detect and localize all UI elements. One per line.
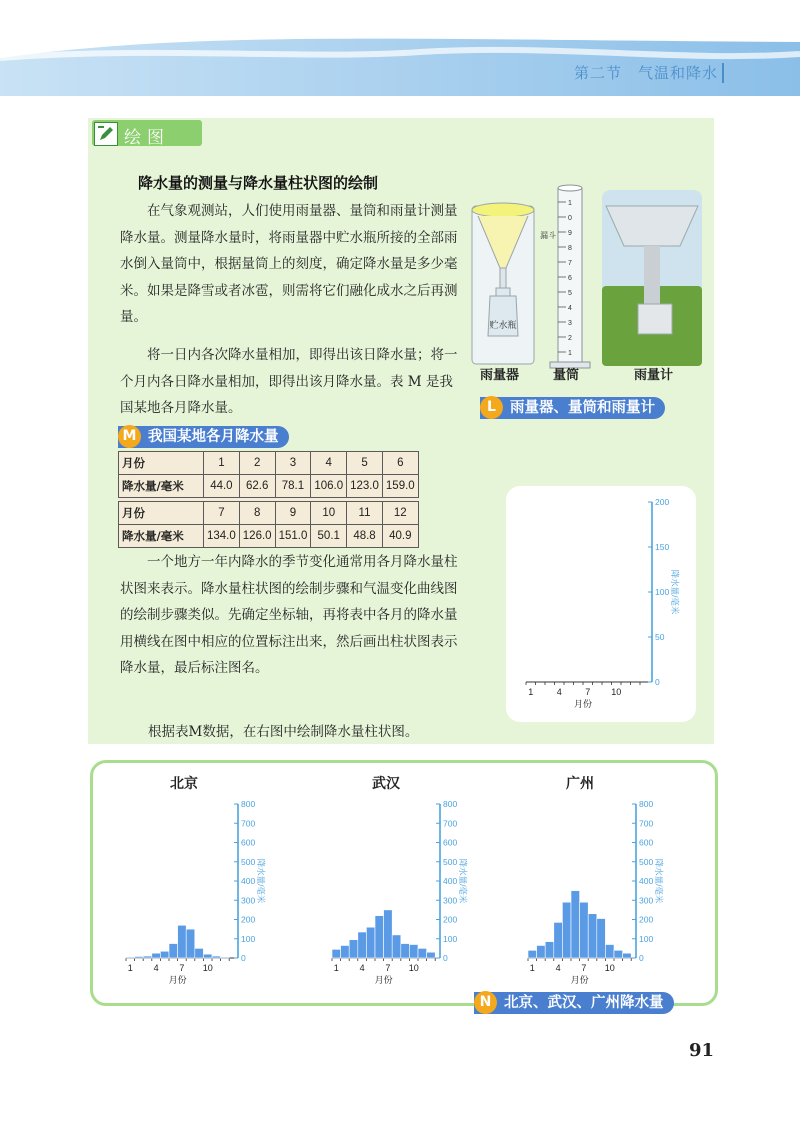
table-cell: 40.9 (382, 525, 418, 548)
chart-title-guangzhou: 广州 (566, 776, 594, 792)
bar-month-5 (366, 927, 375, 958)
x-tick-label: 1 (333, 963, 339, 973)
y-tick-label: 100 (443, 933, 458, 944)
header-band (0, 0, 800, 100)
month-header: 月份 (119, 502, 204, 525)
bar-month-3 (143, 956, 152, 958)
cylinder-tick-label: 7 (568, 260, 572, 267)
cylinder-tick-label: 8 (568, 245, 572, 252)
table-cell: 1 (204, 452, 240, 475)
x-tick-label: 10 (202, 963, 213, 973)
table-row (119, 502, 419, 525)
bar-month-6 (375, 916, 384, 958)
y-tick-label: 700 (639, 818, 654, 829)
paragraph-4: 根据表M数据，在右图中绘制降水量柱状图。 (148, 724, 419, 740)
y-tick-label: 300 (639, 895, 654, 906)
bar-month-5 (562, 902, 571, 958)
bar-month-4 (358, 932, 367, 958)
table-cell: 7 (204, 502, 240, 525)
y-tick-label: 500 (443, 856, 458, 867)
y-tick-label: 800 (443, 799, 458, 809)
y-axis-label: 降水量/毫米 (670, 569, 680, 615)
x-tick-label: 1 (528, 687, 534, 697)
y-tick-label: 300 (443, 895, 458, 906)
bar-month-9 (195, 948, 204, 958)
table-row (119, 475, 419, 498)
instruments-illustration (468, 176, 704, 372)
table-M-caption: 我国某地各月降水量 (148, 429, 279, 445)
y-tick-label: 700 (241, 818, 256, 829)
y-tick-label: 200 (655, 497, 670, 507)
bar-month-7 (178, 925, 187, 958)
table-cell: 10 (311, 502, 347, 525)
bottle-label: 贮水瓶 (489, 320, 517, 330)
y-tick-label: 600 (639, 837, 654, 848)
activity-tag-label: 绘图 (124, 128, 170, 148)
cylinder-tick-label: 3 (568, 320, 572, 327)
cylinder-tick-label: 5 (568, 290, 572, 297)
y-axis-label: 降水量/毫米 (458, 858, 468, 904)
y-tick-label: 500 (639, 856, 654, 867)
x-tick-label: 7 (585, 687, 591, 697)
bar-month-9 (597, 919, 606, 958)
x-axis-label: 月份 (573, 699, 593, 709)
y-tick-label: 400 (639, 876, 654, 886)
figure-N-letter: N (474, 991, 497, 1014)
table-cell: 9 (275, 502, 311, 525)
bar-month-10 (203, 954, 212, 958)
y-tick-label: 0 (241, 953, 246, 963)
figure-L-caption: 雨量器、量筒和雨量计 (510, 400, 655, 416)
bar-month-11 (212, 956, 221, 958)
y-tick-label: 0 (655, 677, 660, 687)
funnel-label: 漏斗 (540, 231, 556, 240)
bar-month-10 (605, 945, 614, 958)
table-cell: 44.0 (204, 475, 240, 498)
y-axis-label: 降水量/毫米 (654, 858, 664, 904)
caption-gauge: 雨量器 (480, 368, 520, 383)
x-tick-label: 7 (385, 963, 391, 973)
bar-month-1 (332, 949, 341, 958)
cylinder-tick-label: 9 (568, 230, 572, 237)
table-cell: 11 (347, 502, 383, 525)
bar-month-2 (341, 945, 350, 958)
y-tick-label: 100 (241, 933, 256, 944)
cylinder-tick-label: 6 (568, 275, 572, 282)
y-tick-label: 50 (655, 632, 665, 642)
bar-month-9 (401, 944, 410, 958)
page-number: 91 (689, 1040, 715, 1061)
paragraph-1: 在气象观测站，人们使用雨量器、量筒和雨量计测量降水量。测量降水量时，将雨量器中贮水瓶所接的全部雨水倒入量筒中，根据量筒上的刻度，确定降水量是多少毫米。如果是降雪或者冰雹，则需将它们融化成水之后再测量。 (120, 203, 458, 325)
month-header: 月份 (119, 452, 204, 475)
wuhan-precipitation-chart (322, 796, 492, 986)
table-cell: 4 (311, 452, 347, 475)
bar-month-8 (186, 929, 195, 958)
value-header: 降水量/毫米 (119, 525, 204, 548)
bar-month-3 (349, 940, 358, 958)
precipitation-table (118, 451, 419, 548)
section-divider (722, 63, 724, 83)
table-cell: 134.0 (204, 525, 240, 548)
table-cell: 2 (239, 452, 275, 475)
cylinder-tick-label: 1 (568, 200, 572, 207)
table-M-tag (118, 426, 289, 448)
x-tick-label: 10 (611, 687, 622, 697)
x-tick-label: 4 (153, 963, 159, 973)
x-axis-label: 月份 (374, 975, 393, 985)
paragraph-3: 一个地方一年内降水的季节变化通常用各月降水量柱状图来表示。降水量柱状图的绘制步骤和气温变化曲线图的绘制步骤类似。先确定坐标轴，再将表中各月的降水量用横线在图中相应的位置标注出来，然后画出柱状图表示降水量，最后标注图名。 (120, 554, 458, 676)
table-cell: 48.8 (347, 525, 383, 548)
bar-month-11 (614, 950, 623, 958)
rain-gauge-drawing (472, 203, 534, 364)
bar-month-2 (135, 956, 144, 958)
table-cell: 62.6 (239, 475, 275, 498)
paragraph-2: 将一日内各次降水量相加，即得出该日降水量；将一个月内各日降水量相加，即得出该月降水量。表 M 是我国某地各月降水量。 (120, 347, 458, 416)
x-tick-label: 4 (555, 963, 561, 973)
activity-title: 降水量的测量与降水量柱状图的绘制 (138, 174, 379, 192)
table-cell: 151.0 (275, 525, 311, 548)
y-tick-label: 100 (655, 587, 670, 597)
bar-month-7 (580, 902, 589, 958)
x-tick-label: 7 (179, 963, 185, 973)
y-tick-label: 600 (241, 837, 256, 848)
bar-month-8 (588, 914, 597, 958)
figure-L-tag (480, 397, 665, 419)
bar-month-4 (554, 922, 563, 958)
table-cell: 6 (382, 452, 418, 475)
table-cell: 5 (347, 452, 383, 475)
y-tick-label: 800 (241, 799, 256, 809)
bar-month-10 (409, 945, 418, 958)
x-tick-label: 1 (529, 963, 535, 973)
x-axis-label: 月份 (168, 975, 187, 985)
y-tick-label: 700 (443, 818, 458, 829)
y-tick-label: 200 (443, 914, 458, 925)
cylinder-tick-label: 2 (568, 335, 572, 342)
bar-month-1 (126, 957, 135, 958)
x-tick-label: 10 (408, 963, 419, 973)
section-title: 第二节 气温和降水 (573, 64, 718, 82)
table-cell: 8 (239, 502, 275, 525)
x-tick-label: 7 (581, 963, 587, 973)
table-row (119, 452, 419, 475)
cylinder-tick-label: 1 (568, 350, 572, 357)
y-tick-label: 400 (443, 876, 458, 886)
bar-month-12 (427, 952, 436, 958)
table-cell: 12 (382, 502, 418, 525)
value-header: 降水量/毫米 (119, 475, 204, 498)
cylinder-tick-label: 4 (568, 305, 572, 312)
table-row (119, 525, 419, 548)
table-cell: 123.0 (347, 475, 383, 498)
bar-month-12 (623, 953, 632, 958)
y-tick-label: 600 (443, 837, 458, 848)
y-tick-label: 800 (639, 799, 654, 809)
table-cell: 78.1 (275, 475, 311, 498)
cylinder-drawing (540, 185, 590, 368)
bar-month-6 (169, 944, 178, 958)
table-M-letter: M (118, 425, 141, 448)
figure-L-letter: L (480, 396, 503, 419)
y-tick-label: 200 (241, 914, 256, 925)
y-tick-label: 150 (655, 542, 670, 552)
y-tick-label: 100 (639, 933, 654, 944)
beijing-precipitation-chart (120, 796, 290, 986)
table-cell: 50.1 (311, 525, 347, 548)
y-axis-label: 降水量/毫米 (256, 858, 266, 904)
x-axis-label: 月份 (570, 975, 589, 985)
y-tick-label: 200 (639, 914, 654, 925)
pencil-icon (94, 122, 118, 146)
table-cell: 3 (275, 452, 311, 475)
activity-tag (92, 120, 202, 146)
y-tick-label: 400 (241, 876, 256, 886)
table-cell: 159.0 (382, 475, 418, 498)
y-tick-label: 500 (241, 856, 256, 867)
x-tick-label: 4 (556, 687, 562, 697)
bar-month-12 (221, 957, 230, 958)
bar-month-5 (160, 951, 169, 958)
bar-month-4 (152, 953, 161, 958)
table-cell: 106.0 (311, 475, 347, 498)
y-tick-label: 0 (443, 953, 448, 963)
bar-month-2 (537, 945, 546, 958)
blank-precipitation-chart (506, 486, 696, 722)
bar-month-8 (392, 935, 401, 958)
bar-month-11 (418, 948, 427, 958)
bar-month-3 (545, 942, 554, 958)
caption-cylinder: 量筒 (553, 368, 580, 383)
cylinder-tick-label: 0 (568, 215, 572, 222)
bar-month-6 (571, 891, 580, 958)
bar-month-1 (528, 950, 537, 958)
y-tick-label: 300 (241, 895, 256, 906)
rain-meter-photo (602, 190, 702, 366)
figure-N-tag (474, 992, 674, 1014)
figure-N-caption: 北京、武汉、广州降水量 (504, 995, 664, 1011)
y-tick-label: 0 (639, 953, 644, 963)
caption-meter: 雨量计 (634, 368, 674, 383)
guangzhou-precipitation-chart (518, 796, 688, 986)
bar-month-7 (384, 910, 393, 958)
x-tick-label: 10 (604, 963, 615, 973)
chart-title-beijing: 北京 (170, 776, 198, 792)
header-wave (0, 0, 800, 100)
table-cell: 126.0 (239, 525, 275, 548)
chart-title-wuhan: 武汉 (372, 776, 400, 792)
x-tick-label: 4 (359, 963, 365, 973)
x-tick-label: 1 (127, 963, 133, 973)
